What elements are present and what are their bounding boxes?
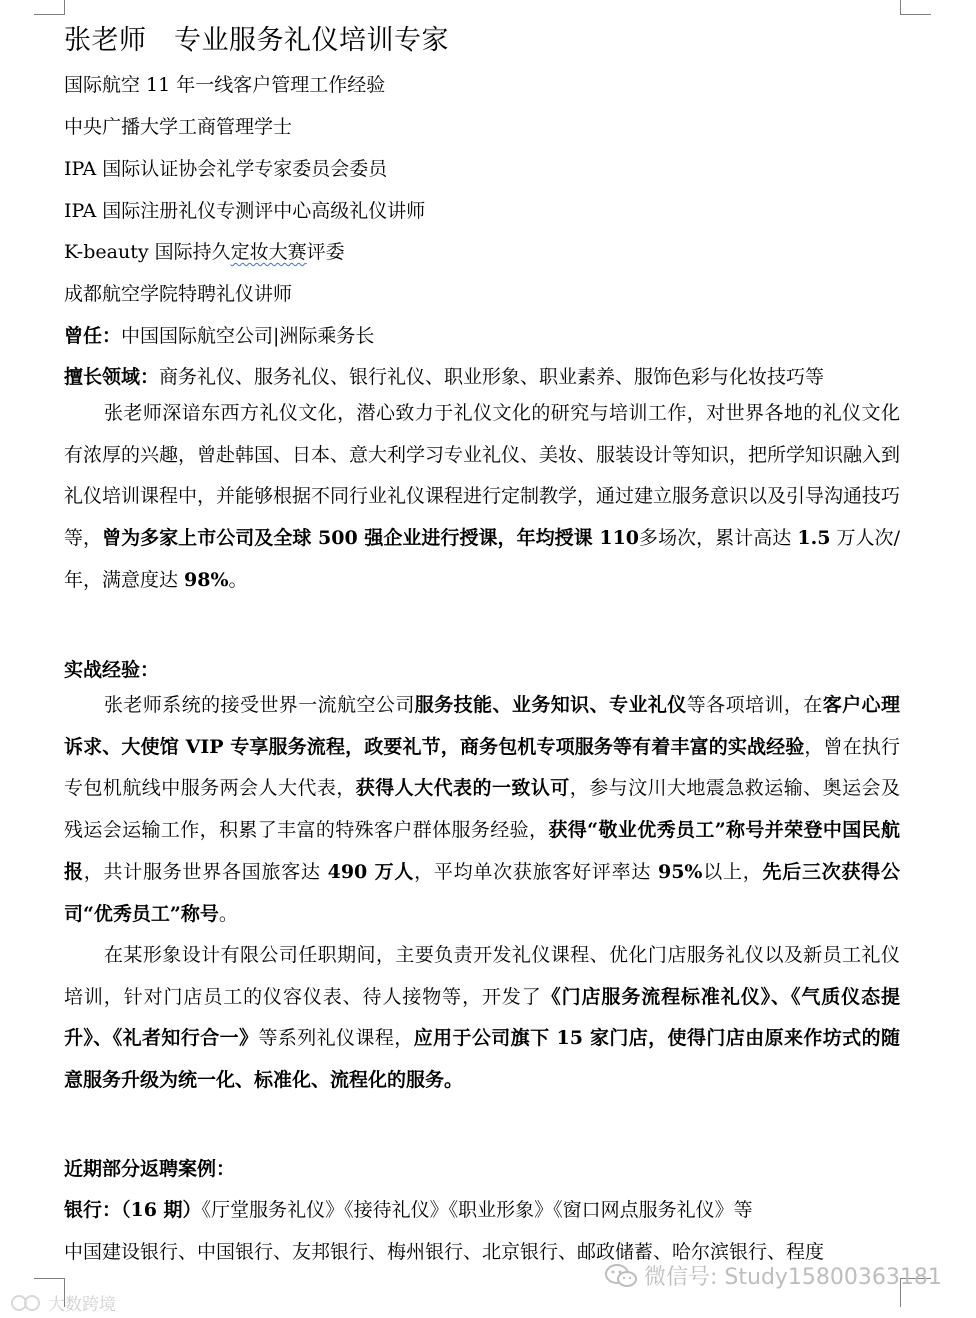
text-run: 以上， bbox=[702, 860, 763, 883]
bank-courses: 《厅堂服务礼仪》《接待礼仪》《职业形象》《窗口网点服务礼仪》等 bbox=[201, 1199, 753, 1221]
crop-mark-top-left bbox=[34, 0, 65, 15]
bold-run: 获得“敬业优秀员工”称号并荣登中国民航报 bbox=[64, 819, 900, 883]
credential-line: IPA 国际认证协会礼学专家委员会委员 bbox=[64, 158, 388, 180]
text-run: 。 bbox=[218, 902, 238, 925]
expertise-line bbox=[64, 362, 824, 389]
bold-run: 先后三次获得公司“优秀员工”称号 bbox=[64, 860, 900, 925]
bold-run: 《门店服务流程标准礼仪》、《气质仪态提升》、《礼者知行合一》 bbox=[64, 985, 900, 1050]
text-run: 张老师系统的接受世界一流航空公司 bbox=[104, 694, 415, 716]
logo-icon bbox=[10, 1292, 44, 1314]
crop-mark-top-right bbox=[900, 0, 931, 15]
credential-line: IPA 国际注册礼仪专测评中心高级礼仪讲师 bbox=[64, 200, 426, 222]
section-heading-experience: 实战经验： bbox=[64, 659, 160, 681]
expertise-label: 擅长领域： bbox=[64, 366, 160, 388]
credential-line: 中央广播大学工商管理学士 bbox=[64, 116, 293, 138]
text-run: 张老师深谙东西方礼仪文化，潜心致力于礼仪文化的研究与培训工作，对世界各地的礼仪文化有浓厚的兴趣，曾赴韩国、日本、意大利学习专业礼仪、美妆、服装设计等知识，把所学知识融入到礼仪培训课程中，并能够根据不同行业礼仪课程进行定制教学，通过建立服务意识以及引导沟通技巧等， bbox=[64, 402, 901, 550]
watermark-left bbox=[10, 1290, 116, 1315]
bold-run: 490 万人 bbox=[327, 860, 415, 883]
bold-run: 95% bbox=[657, 860, 703, 883]
text-run: 等系列礼仪课程， bbox=[258, 1027, 414, 1050]
text-run: 等各项培训，在 bbox=[686, 694, 823, 716]
credential-line: 成都航空学院特聘礼仪讲师 bbox=[64, 283, 293, 305]
text-run: ，参与汶川大地震急救运输、奥运会及残运会运输工作，积累了丰富的特殊客户群体服务经验， bbox=[64, 777, 900, 842]
text-run: 万人次/年，满意度达 bbox=[64, 527, 900, 591]
watermark-left-text: 大数跨境 bbox=[48, 1295, 116, 1315]
bold-run: 1.5 bbox=[797, 527, 831, 550]
bold-run: 曾为多家上市公司及全球 500 强企业进行授课，年均授课 110 bbox=[102, 527, 640, 550]
former-label: 曾任： bbox=[64, 325, 122, 347]
text-run: K-beauty 国际持久 bbox=[64, 241, 231, 263]
wechat-icon bbox=[604, 1263, 638, 1289]
text-run: ，平均单次获旅客好评率达 bbox=[414, 860, 658, 883]
credential-line-kbeauty bbox=[64, 237, 345, 264]
experience-paragraph-2 bbox=[64, 935, 900, 1102]
text-run: 。 bbox=[228, 568, 248, 591]
bank-courses-line bbox=[64, 1195, 753, 1222]
watermark-right bbox=[604, 1260, 942, 1291]
watermark-right-text: 微信号: Study15800363181 bbox=[644, 1265, 942, 1290]
bold-run: 98% bbox=[184, 568, 229, 591]
text-run: 在某形象设计有限公司任职期间，主要负责开发礼仪课程、优化门店服务礼仪以及新员工礼仪培训，针对门店员工的仪容仪表、待人接物等，开发了 bbox=[64, 944, 900, 1008]
experience-paragraph-1 bbox=[64, 685, 900, 935]
former-value: 中国国际航空公司|洲际乘务长 bbox=[121, 325, 375, 347]
document-title: 张老师 专业服务礼仪培训专家 bbox=[64, 25, 449, 56]
bank-list-line: 中国建设银行、中国银行、友邦银行、梅州银行、北京银行、邮政储蓄、哈尔滨银行、程度 bbox=[64, 1241, 825, 1263]
expertise-value: 商务礼仪、服务礼仪、银行礼仪、职业形象、职业素养、服饰色彩与化妆技巧等 bbox=[159, 366, 825, 388]
credential-line: 国际航空 11 年一线客户管理工作经验 bbox=[64, 74, 386, 96]
text-run: 多场次，累计高达 bbox=[639, 527, 798, 550]
former-position-line bbox=[64, 321, 374, 348]
bank-label: 银行：（16 期） bbox=[64, 1199, 202, 1221]
bold-run: 客户心理诉求、大使馆 VIP 专享服务流程，政要礼节，商务包机专项服务等有着丰富的实战经验 bbox=[64, 694, 900, 758]
text-run: ，曾在执行专包机航线中服务两会人大代表， bbox=[64, 735, 900, 800]
intro-paragraph bbox=[64, 393, 900, 602]
text-run: 评委 bbox=[306, 241, 345, 263]
section-heading-cases: 近期部分返聘案例： bbox=[64, 1158, 236, 1180]
bold-run: 获得人大代表的一致认可 bbox=[355, 777, 570, 800]
bold-run: 应用于公司旗下 15 家门店，使得门店由原来作坊式的随意服务升级为统一化、标准化、流程化的服务。 bbox=[64, 1027, 900, 1092]
spellcheck-underlined-text: 定妆大赛 bbox=[230, 241, 307, 263]
bold-run: 服务技能、业务知识、专业礼仪 bbox=[414, 694, 687, 716]
text-run: ，共计服务世界各国旅客达 bbox=[83, 860, 328, 883]
